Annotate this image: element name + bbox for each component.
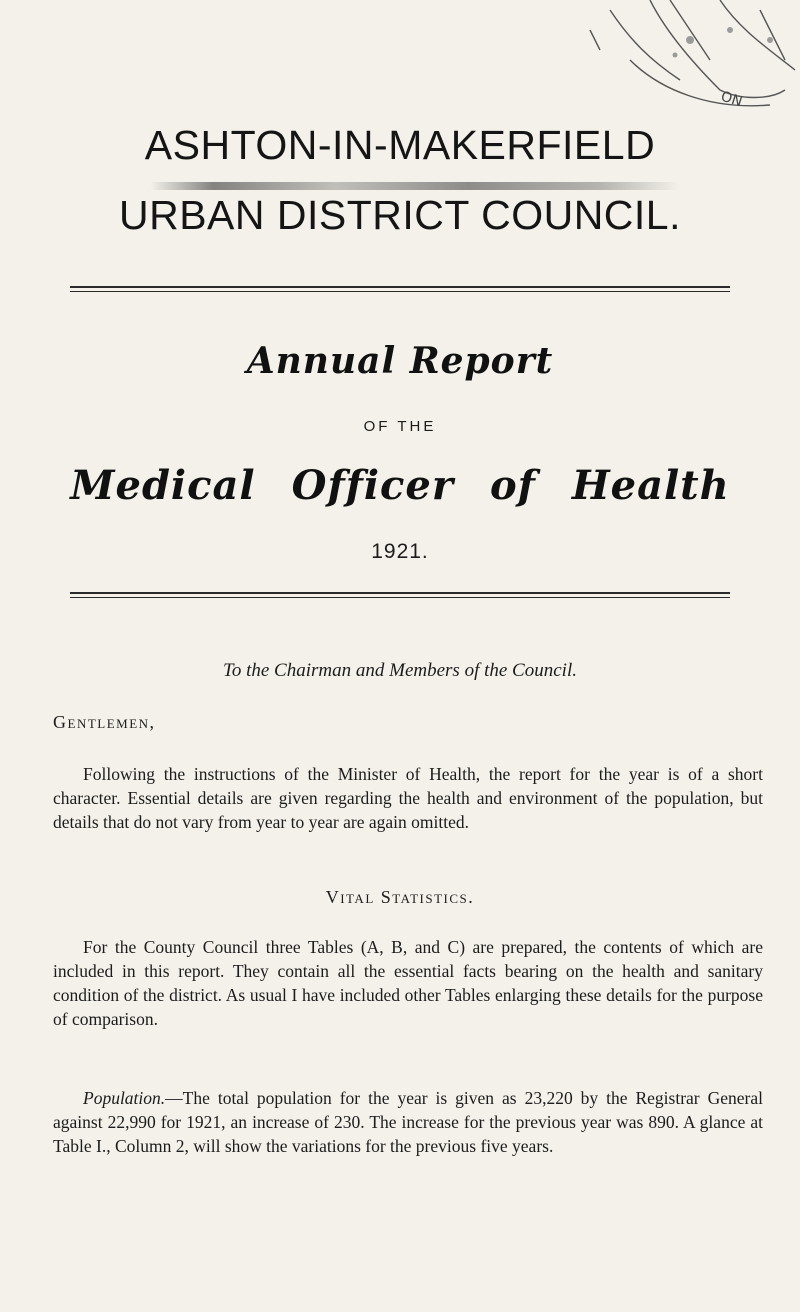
of-the-label: OF THE (363, 418, 437, 435)
title-word-health: Health (571, 462, 730, 509)
report-title: Annual Report (246, 340, 554, 382)
title-word-of: of (489, 462, 536, 509)
officer-title (0, 462, 800, 509)
council-type: URBAN DISTRICT COUNCIL. (118, 192, 682, 238)
report-year: 1921. (371, 540, 429, 563)
bottom-divider (70, 592, 730, 598)
tables-paragraph: For the County Council three Tables (A, B, and C) are prepared, the contents of which are included in this report. They contain all the essential facts bearing on the health and sanitary condition of the district. As usual I have included other Tables enlarging these details for the purpose of comparison. (53, 937, 763, 1029)
population-text: —The total population for the year is given as 23,220 by the Registrar General against 22,990 for 1921, an increase of 230. The increase for the previous year was 890. A glance at Table I., Column 2, will show the variations for the previous five years. (53, 1088, 763, 1156)
council-seal-icon (570, 0, 800, 120)
seal-text: ON (718, 88, 745, 111)
top-divider (70, 286, 730, 292)
title-word-medical: Medical (70, 462, 256, 509)
print-smudge (150, 182, 680, 190)
salutation: Gentlemen, (53, 712, 156, 732)
title-word-officer: Officer (291, 462, 454, 509)
council-name: ASHTON-IN-MAKERFIELD (144, 122, 656, 168)
population-lead: Population. (83, 1088, 166, 1108)
intro-paragraph: Following the instructions of the Minister of Health, the report for the year is of a short character. Essential details are given regarding the health and environment of the population, but details that do not vary from year to year are again omitted. (53, 764, 763, 832)
address-line: To the Chairman and Members of the Council. (223, 660, 577, 681)
section-heading: Vital Statistics. (325, 887, 475, 907)
population-paragraph (53, 1086, 763, 1158)
